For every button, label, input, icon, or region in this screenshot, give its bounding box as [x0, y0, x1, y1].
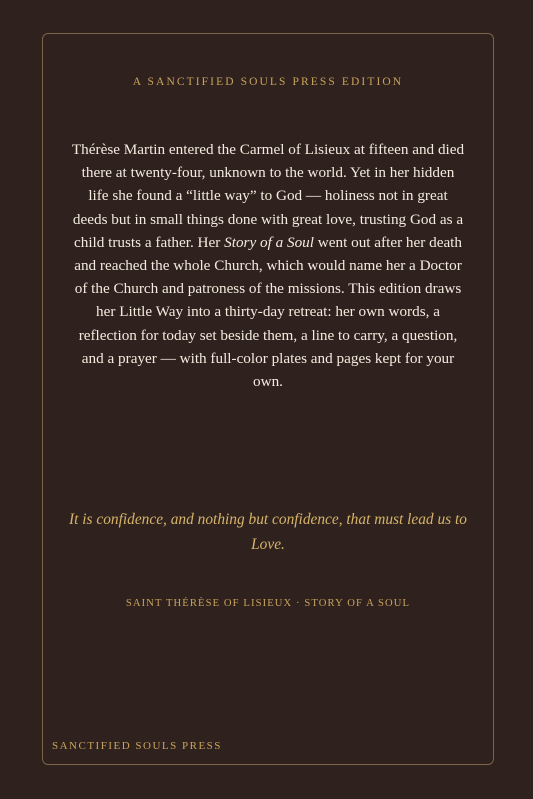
featured-quote: It is confidence, and nothing but confidence, that must lead us to Love.	[69, 511, 467, 553]
edition-eyebrow: A SANCTIFIED SOULS PRESS EDITION	[132, 76, 404, 88]
quote-attribution: SAINT THÉRÈSE OF LISIEUX · STORY OF A SOUL	[125, 598, 411, 609]
description-text-part1: Thérèse Martin entered the Carmel of Lisieux at fifteen and died there at twenty-four, unknown to the world. Yet in her hidden life she found a “little way” to God — holiness not in great deeds but in small things done with great love, trusting God as a child trusts a father. Her	[71, 141, 465, 251]
book-title-italic: Story of a Soul	[224, 233, 314, 251]
description-text-part2: went out after her death and reached the whole Church, which would name her a Doctor of the Church and patroness of the missions. This edition draws her Little Way into a thirty-day retreat: her own words, a reflection for today set beside them, a line to carry, a question, and a prayer — with full-color plates and pages kept for your own.	[74, 233, 462, 391]
book-description	[70, 138, 466, 393]
publisher-name: SANCTIFIED SOULS PRESS	[52, 740, 222, 752]
